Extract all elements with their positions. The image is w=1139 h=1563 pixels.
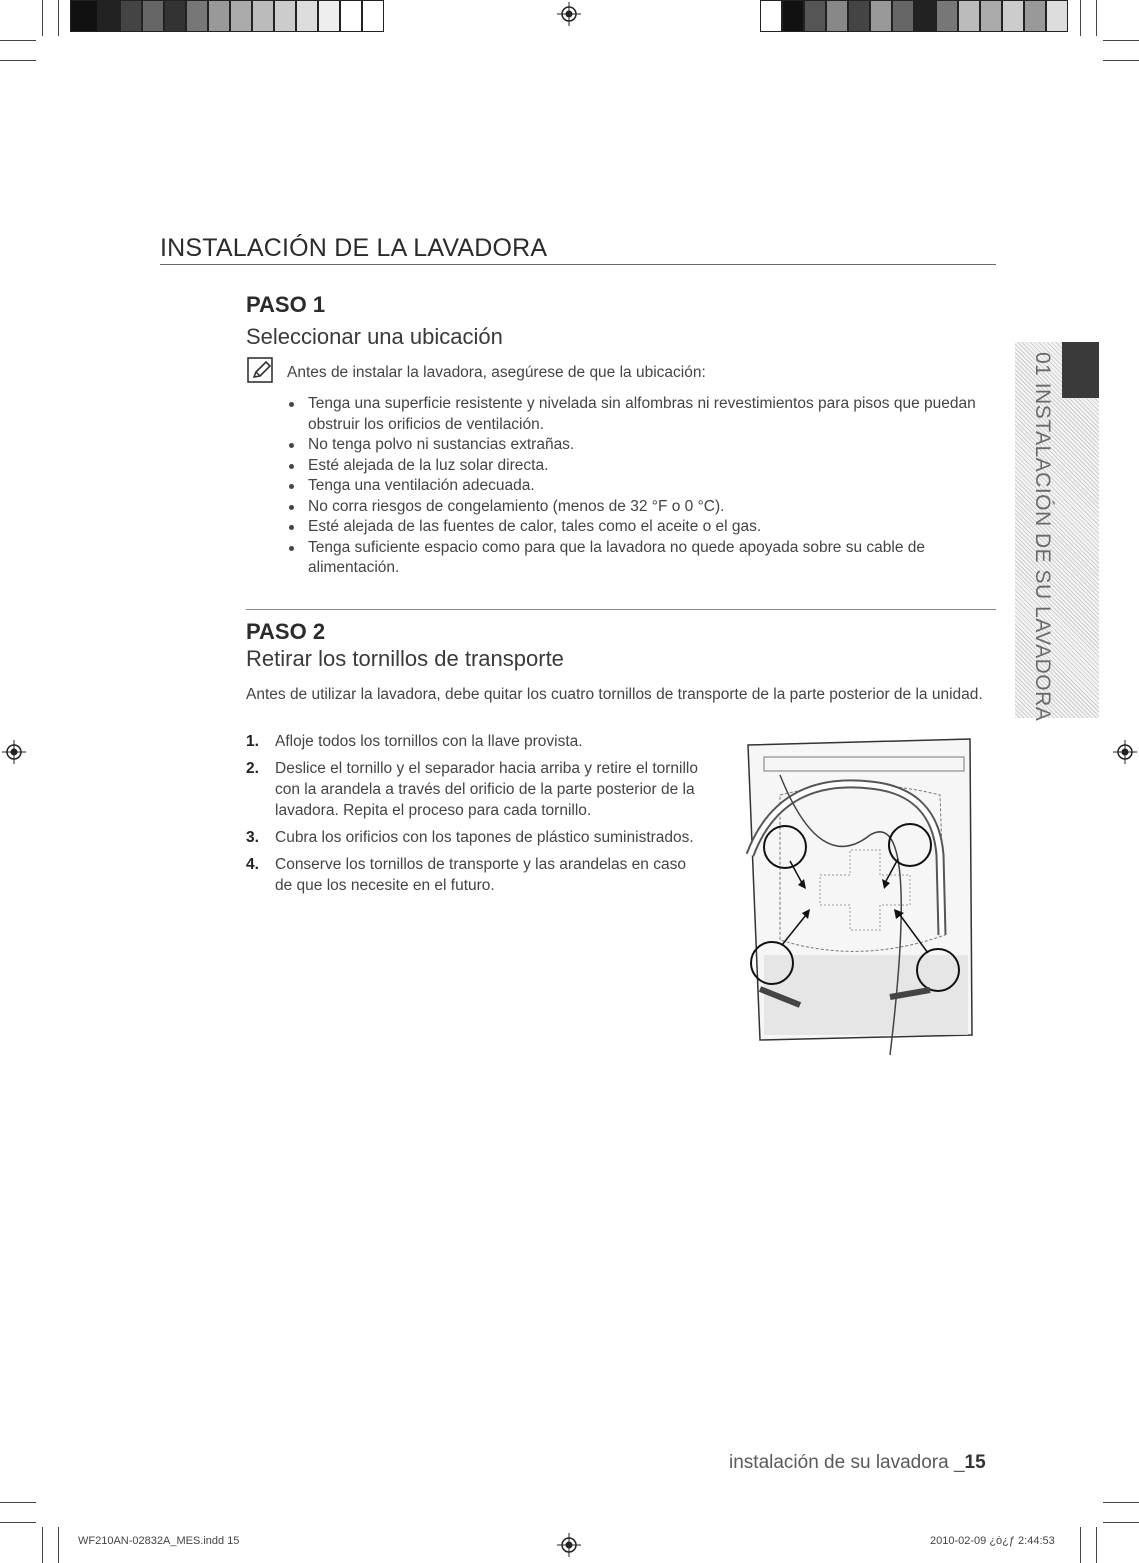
list-item: No corra riesgos de congelamiento (menos de 32 °F o 0 °C). — [286, 497, 996, 518]
step-text: Cubra los orificios con los tapones de plástico suministrados. — [275, 829, 694, 846]
step1-subtitle: Seleccionar una ubicación — [246, 324, 503, 349]
registration-mark-icon — [2, 740, 26, 764]
step1-title: PASO 1 — [246, 292, 326, 317]
page-footer — [729, 1452, 986, 1474]
bolt-removal-steps — [246, 731, 706, 902]
list-item: Tenga suficiente espacio como para que la lavadora no quede apoyada sobre su cable de alimentación. — [286, 538, 996, 579]
list-item — [246, 827, 706, 848]
step-text: Conserve los tornillos de transporte y las arandelas en caso de que los necesite en el futuro. — [275, 856, 686, 894]
list-item: No tenga polvo ni sustancias extrañas. — [286, 435, 996, 456]
section-divider — [246, 609, 996, 610]
list-item — [246, 758, 706, 821]
footer-section-name: instalación de su lavadora _ — [729, 1452, 965, 1473]
list-item — [246, 731, 706, 752]
step-number: 3. — [246, 829, 259, 846]
step2-intro: Antes de utilizar la lavadora, debe quitar los cuatro tornillos de transporte de la parte posterior de la unidad. — [246, 686, 983, 703]
registration-mark-icon — [1113, 740, 1137, 764]
page-number: 15 — [964, 1452, 986, 1473]
step-text: Afloje todos los tornillos con la llave provista. — [275, 733, 583, 750]
step-number: 4. — [246, 856, 259, 873]
list-item — [246, 854, 706, 896]
step-number: 2. — [246, 760, 259, 777]
page-title: INSTALACIÓN DE LA LAVADORA — [160, 234, 548, 262]
title-divider — [160, 264, 996, 265]
list-item: Tenga una superficie resistente y nivelada sin alfombras ni revestimientos para pisos que puedan obstruir los orificios de ventilación. — [286, 394, 996, 435]
step2-subtitle: Retirar los tornillos de transporte — [246, 646, 564, 671]
step-text: Deslice el tornillo y el separador hacia arriba y retire el tornillo con la arandela a través del orificio de la parte posterior de la lavadora. Repita el proceso para cada tornillo. — [275, 760, 698, 819]
print-slug-filename: WF210AN-02832A_MES.indd 15 — [78, 1535, 240, 1547]
registration-mark-icon — [557, 1533, 581, 1557]
list-item: Esté alejada de la luz solar directa. — [286, 456, 996, 477]
chapter-tab-label: 01 INSTALACIÓN DE SU LAVADORA — [1031, 352, 1054, 722]
list-item: Tenga una ventilación adecuada. — [286, 476, 996, 497]
print-slug-datetime: 2010-02-09 ¿ȯ¿ƒ 2:44:53 — [930, 1535, 1055, 1547]
location-requirements-list — [286, 394, 996, 579]
registration-mark-icon — [557, 2, 581, 26]
chapter-tab-marker — [1062, 342, 1099, 398]
list-item: Esté alejada de las fuentes de calor, tales como el aceite o el gas. — [286, 517, 996, 538]
step2-title: PASO 2 — [246, 619, 326, 644]
step1-note: Antes de instalar la lavadora, asegúrese de que la ubicación: — [287, 364, 706, 381]
note-pencil-icon — [246, 356, 276, 386]
step-number: 1. — [246, 733, 259, 750]
washer-back-illustration — [720, 735, 1010, 1080]
